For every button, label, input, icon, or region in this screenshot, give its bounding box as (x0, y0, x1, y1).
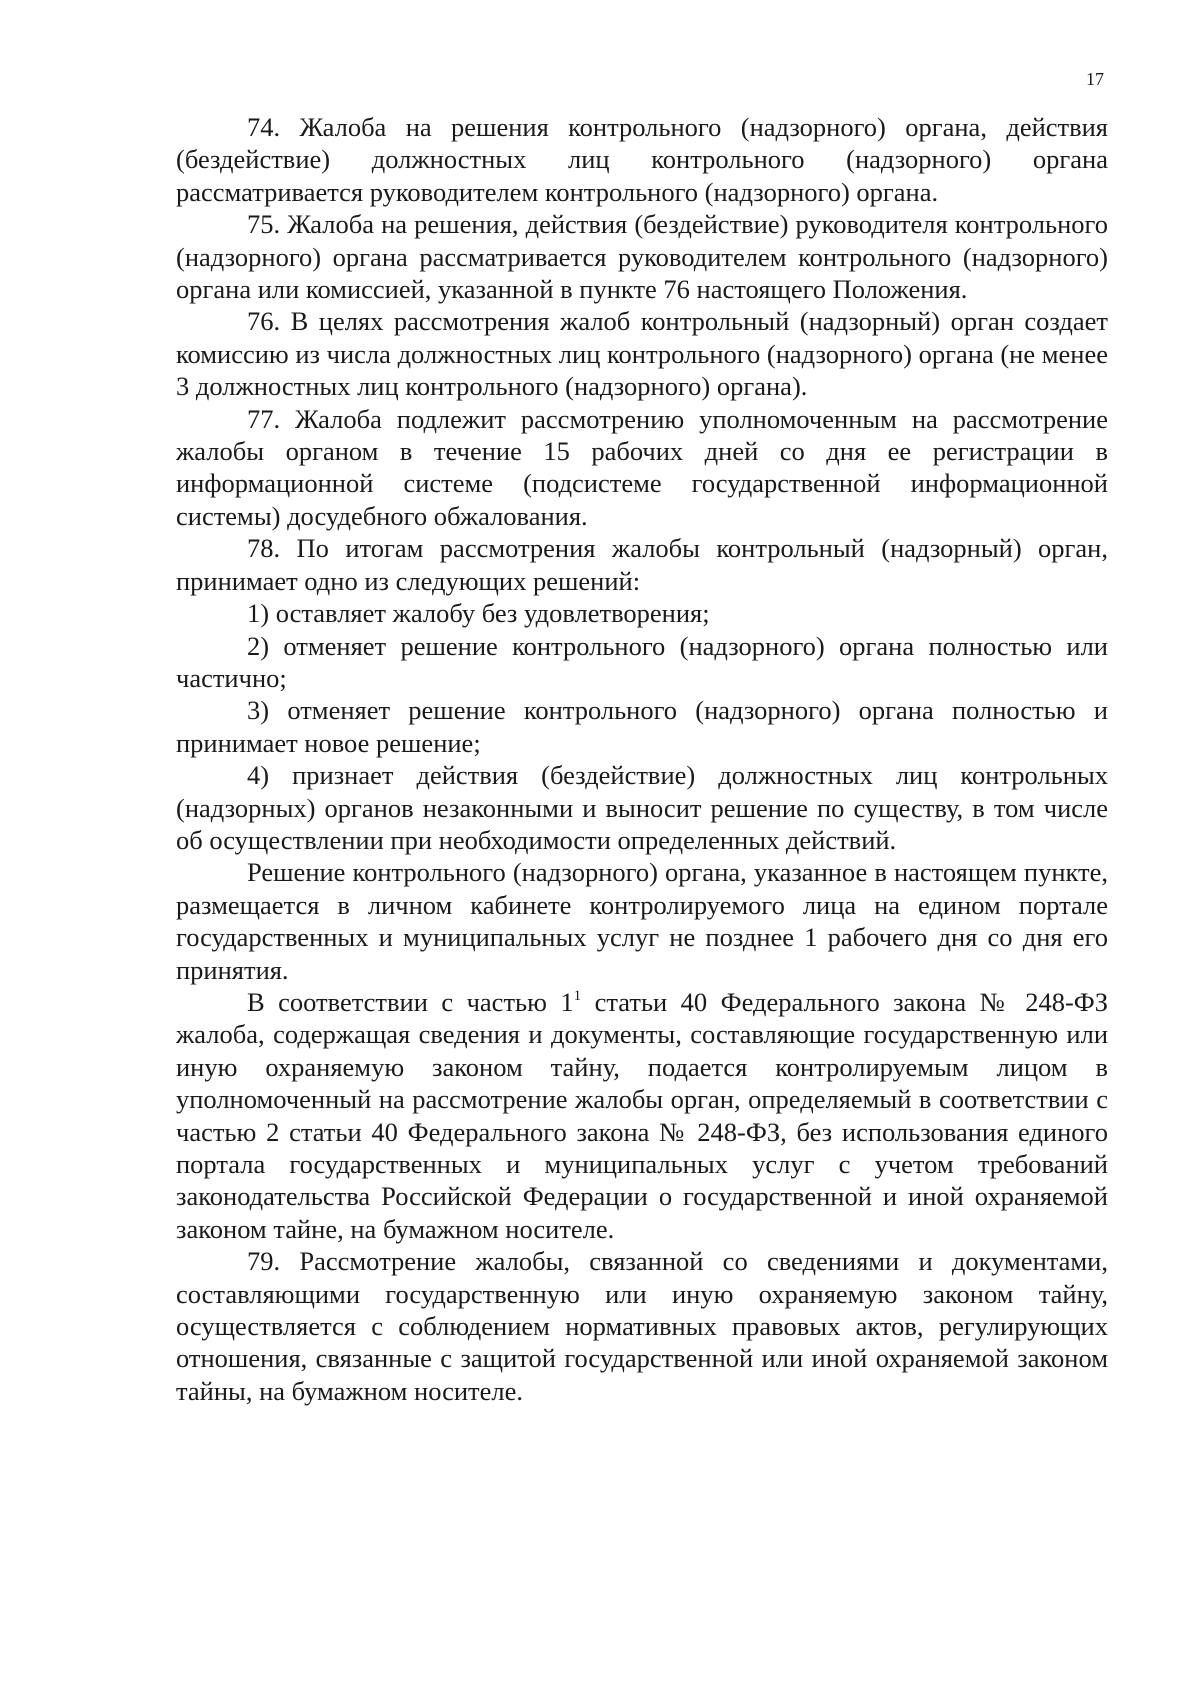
paragraph-76: 76. В целях рассмотрения жалоб контрольный (надзорный) орган создает комиссию из числа должностных лиц контрольного (надзорного) органа (не менее 3 должностных лиц контрольного (надзорного) органа). (176, 306, 1108, 402)
page-number: 17 (1086, 69, 1104, 89)
document-body (176, 111, 1108, 1407)
paragraph-78: 78. По итогам рассмотрения жалобы контрольный (надзорный) орган, принимает одно из следующих решений: (176, 533, 1108, 596)
list-item-2: 2) отменяет решение контрольного (надзорного) органа полностью или частично; (176, 630, 1108, 693)
list-item-3: 3) отменяет решение контрольного (надзорного) органа полностью и принимает новое решение; (176, 695, 1108, 758)
paragraph-75: 75. Жалоба на решения, действия (бездействие) руководителя контрольного (надзорного) органа рассматривается руководителем контрольного (надзорного) органа или комиссией, указанной в пункте 76 настоящего Положения. (176, 209, 1108, 305)
paragraph-79: 79. Рассмотрение жалобы, связанной со сведениями и документами, составляющими государственную или иную охраняемую законом тайну, осуществляется с соблюдением нормативных правовых актов, регулирующих отношения, связанные с защитой государственной или иной охраняемой законом тайны, на бумажном носителе. (176, 1246, 1108, 1406)
list-item-1: 1) оставляет жалобу без удовлетворения; (247, 598, 710, 629)
superscript-one: 1 (573, 987, 582, 1004)
state-secret-paragraph (176, 986, 1108, 1245)
state-secret-text-start: В соответствии с частью 1 (247, 986, 574, 1017)
paragraph-77: 77. Жалоба подлежит рассмотрению уполномоченным на рассмотрение жалобы органом в течение 15 рабочих дней со дня ее регистрации в информационной системе (подсистеме государственной информационной системы) досудебного обжалования. (176, 403, 1108, 531)
paragraph-74: 74. Жалоба на решения контрольного (надзорного) органа, действия (бездействие) должностных лиц контрольного (надзорного) органа рассматривается руководителем контрольного (надзорного) органа. (176, 112, 1108, 207)
decision-paragraph: Решение контрольного (надзорного) органа, указанное в настоящем пункте, размещается в личном кабинете контролируемого лица на едином портале государственных и муниципальных услуг не позднее 1 рабочего дня со дня его принятия. (176, 857, 1108, 985)
list-item-4: 4) признает действия (бездействие) должностных лиц контрольных (надзорных) органов незаконными и выносит решение по существу, в том числе об осуществлении при необходимости определенных действий. (176, 760, 1108, 855)
state-secret-text-rest: статьи 40 Федерального закона № 248-ФЗ жалоба, содержащая сведения и документы, составляющие государственную или иную охраняемую законом тайну, подается контролируемым лицом в уполномоченный на рассмотрение жалобы орган, определяемый в соответствии с частью 2 статьи 40 Федерального закона № 248-ФЗ, без использования единого портала государственных и муниципальных услуг с учетом требований законодательства Российской Федерации о государственной и иной охраняемой законом тайне, на бумажном носителе. (176, 986, 1108, 1244)
